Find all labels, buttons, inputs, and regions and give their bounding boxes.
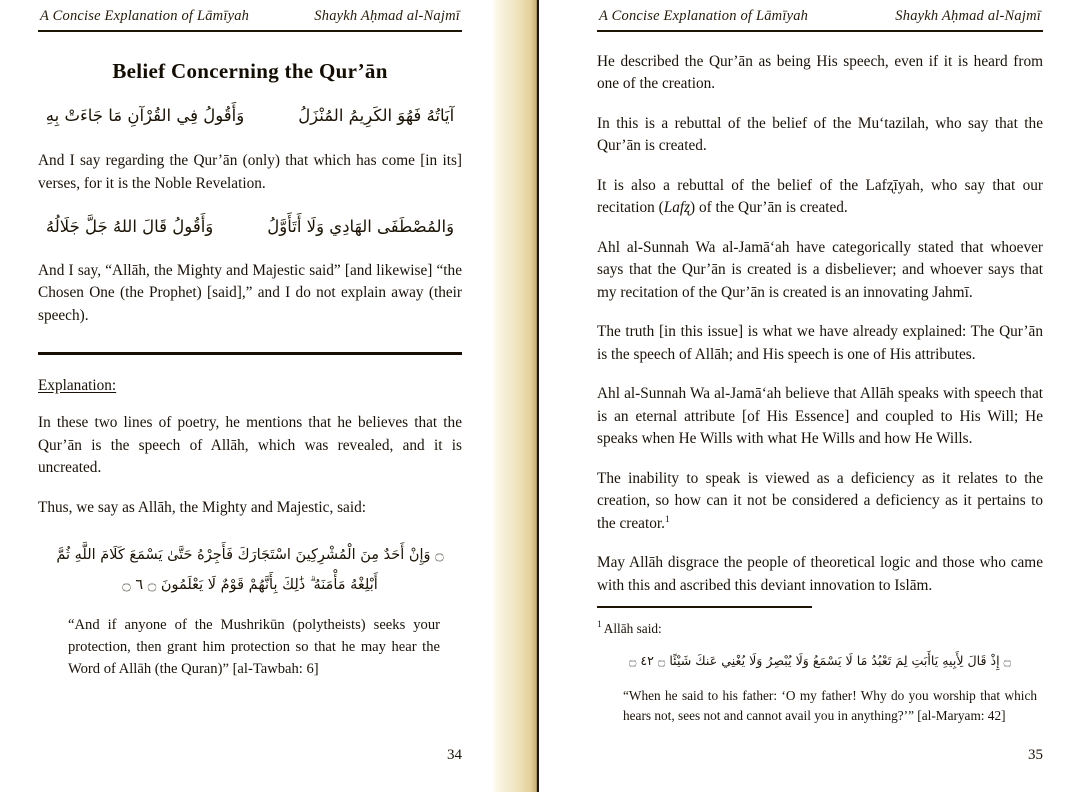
poetry-hemistich-1a: وَأَقُولُ فِي القُرْآنِ مَا جَاءَتْ بِهِ: [45, 106, 245, 125]
running-head-title: A Concise Explanation of Lāmīyah: [599, 8, 809, 24]
lafziyah-term: Lafʐ: [663, 199, 691, 217]
quran-verse-line-2: أَبْلِغْهُ مَأْمَنَهُ ۗ ذَٰلِكَ بِأَنَّهُمْ قَوْمٌ لَا يَعْلَمُونَ ۝ ٦ ۝: [122, 576, 378, 593]
running-head-left: [38, 8, 462, 25]
right-paragraph-2: In this is a rebuttal of the belief of the Mu‘tazilah, who say that the Qur’ān is created.: [597, 114, 1043, 155]
explanation-paragraph-1: In these two lines of poetry, he mentions that he believes that the Qur’ān is the speech of Allāh, which was revealed, and it is uncreated.: [38, 414, 462, 477]
right-paragraph-4: The truth [in this issue] is what we have already explained: The Qur’ān is the speech of Allāh; and His speech is one of His attributes.: [597, 323, 1043, 363]
page-number-right: 35: [1028, 747, 1043, 763]
poetry-hemistich-2a: وَأَقُولُ قَالَ اللهُ جَلَّ جَلَالُهُ: [45, 217, 214, 237]
running-head-title: A Concise Explanation of Lāmīyah: [40, 8, 250, 24]
footnote-marker: 1: [597, 620, 602, 631]
running-head-author: Shaykh Aḥmad al-Najmī: [314, 8, 460, 24]
header-rule-left: [38, 30, 462, 32]
lafziyah-text-pre: It is also a rebuttal of the belief of the Lafʐīyah, who say that our recitation (: [597, 176, 1043, 217]
book-gutter: [492, 0, 538, 792]
running-head-author: Shaykh Aḥmad al-Najmī: [895, 8, 1041, 24]
right-paragraph-1: He described the Qur’ān as being His speech, even if it is heard from one of the creation.: [597, 53, 1043, 93]
quran-verse-line-1: ۝ وَإِنْ أَحَدٌ مِنَ الْمُشْرِكِينَ اسْتَجَارَكَ فَأَجِرْهُ حَتَّىٰ يَسْمَعَ كَلَامَ اللَّهِ ثُمَّ: [56, 547, 444, 564]
footnote-intro-text: Allāh said:: [603, 620, 662, 636]
explanation-heading: Explanation:: [38, 377, 117, 395]
poetry-line-2: [38, 211, 462, 242]
poetry-translation-1: And I say regarding the Qur’ān (only) that which has come [in its] verses, for it is the Noble Revelation.: [38, 152, 462, 192]
poetry-hemistich-1b: آيَاتُهُ فَهُوَ الكَرِيمُ المُنْزَلُ: [298, 106, 455, 125]
footnote-reference-marker[interactable]: 1: [664, 514, 670, 525]
poetry-translation-2: And I say, “Allāh, the Mighty and Majestic said” [and likewise] “the Chosen One (the Prophet) [said],” and I do not explain away (their speech).: [38, 261, 462, 324]
footnote-intro: [597, 619, 1043, 638]
right-paragraph-6: May Allāh disgrace the people of theoretical logic and those who came with this and ascribed this deviant innovation to Islām.: [597, 554, 1043, 594]
explanation-paragraph-2: Thus, we say as Allāh, the Mighty and Majestic, said:: [38, 498, 366, 516]
right-paragraph-deficiency: [597, 468, 1043, 535]
right-paragraph-lafziyah: [597, 175, 1043, 220]
poetry-hemistich-2b: وَالمُصْطَفَى الهَادِي وَلَا أَتَأَوَّلُ: [267, 217, 455, 237]
deficiency-text: The inability to speak is viewed as a deficiency as it relates to the creation, so how can it not be considered a deficiency as it pertains to the creator.: [597, 469, 1043, 532]
footnote-separator-rule: [597, 606, 812, 608]
header-rule-right: [597, 30, 1043, 32]
page-number-left: 34: [447, 747, 462, 763]
quran-translation-tawbah: “And if anyone of the Mushrikūn (polytheists) seeks your protection, then grant him protection so that he may hear the Word of Allāh (the Quran)” [al-Tawbah: 6]: [68, 617, 440, 678]
right-paragraph-5: Ahl al-Sunnah Wa al-Jamā‘ah believe that Allāh speaks with speech that is an eternal attribute [of His Essence] and coupled to His Will; He speaks when He Wills with what He Wills and how He Wills.: [597, 385, 1043, 448]
section-divider-rule: [38, 352, 462, 355]
quran-verse-tawbah: [56, 541, 444, 600]
running-head-right: [597, 8, 1043, 25]
footnote-area: [597, 606, 1043, 726]
chapter-title: Belief Concerning the Qur’ān: [112, 59, 388, 83]
poetry-line-1: [38, 100, 462, 131]
lafziyah-text-post: ) of the Qur’ān is created.: [690, 199, 848, 217]
right-page: [539, 0, 1075, 792]
footnote-quran-verse-maryam: ۝ إِذْ قَالَ لِأَبِيهِ يَاأَبَتِ لِمَ تَعْبُدُ مَا لَا يَسْمَعُ وَلَا يُبْصِرُ وَلَا يُغْنِي عَنكَ شَيْئًا ۝ ٤٢ ۝: [628, 652, 1012, 668]
right-paragraph-3: Ahl al-Sunnah Wa al-Jamā‘ah have categorically stated that whoever says that the Qur’ān is created is a disbeliever; and whoever says that my recitation of the Qur’ān is created is an innovating Jahmī.: [597, 238, 1043, 301]
left-page: [0, 0, 492, 792]
footnote-translation: “When he said to his father: ‘O my father! Why do you worship that which hears not, sees not and cannot avail you in anything?’” [al-Maryam: 42]: [623, 687, 1037, 723]
